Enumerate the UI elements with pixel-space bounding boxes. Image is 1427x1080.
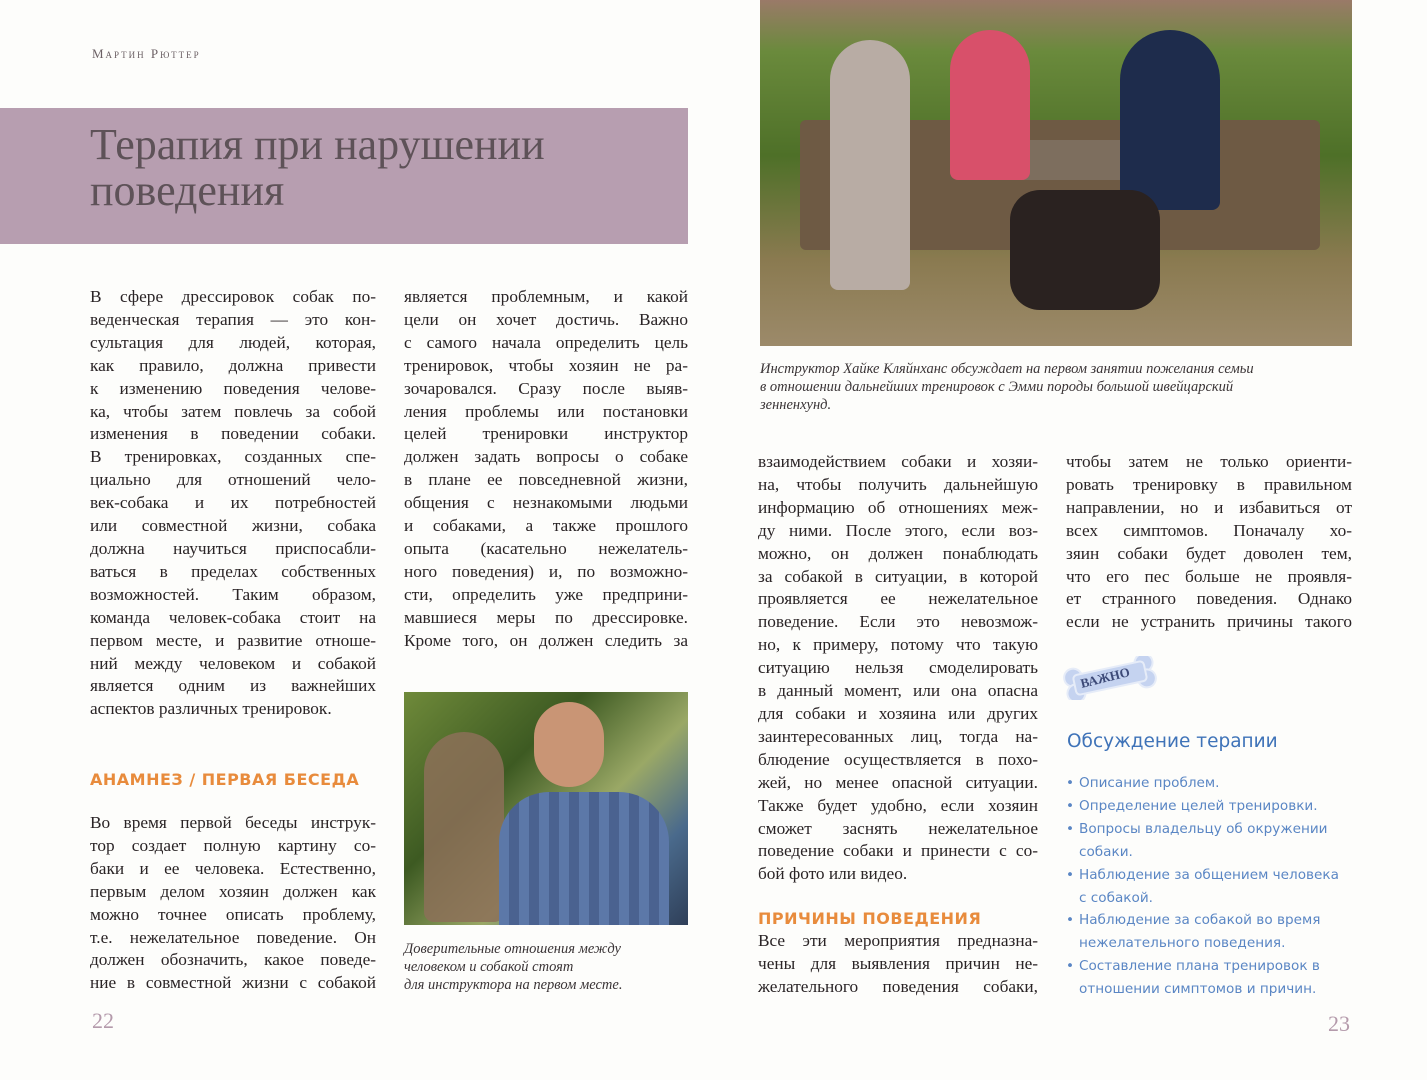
text-line: возможностей. Таким образом, (90, 584, 376, 604)
text-line: в данный момент, или она опасна (758, 681, 1038, 701)
text-line: к изменению поведения челове- (90, 378, 376, 398)
text-line: тренировок, чтобы хозяин не ра- (404, 355, 688, 375)
list-item: • Наблюдение за собакой во время нежелательного поведения. (1066, 909, 1324, 955)
text-line: должен задать вопросы о собаке (404, 447, 688, 467)
text-line: ние в совместной жизни с собакой (90, 973, 376, 993)
chapter-title-line: Терапия при нарушении (90, 120, 545, 169)
text-line: за собакой в ситуации, в которой (758, 566, 1038, 586)
text-line: должен обозначить, какое поведе- (90, 950, 376, 970)
photo-small-caption (404, 940, 694, 994)
text-line: чтобы затем не только ориенти- (1066, 452, 1352, 471)
text-line: можно точнее описать проблему, (90, 904, 376, 924)
text-line: взаимодействием собаки и хозяи- (758, 452, 1038, 471)
running-header-author: Мартин Рюттер (92, 46, 201, 61)
subheading-causes: ПРИЧИНЫ ПОВЕДЕНИЯ (758, 909, 982, 928)
text-line: ду ними. После этого, если воз- (758, 520, 1038, 540)
text-line: ваться в пределах собственных (90, 561, 376, 581)
text-line: ления проблемы или постановки (404, 401, 688, 421)
chapter-title (90, 122, 545, 214)
text-line: является одним из важнейших (90, 676, 376, 696)
caption-line: человеком и собакой стоят (404, 959, 574, 975)
body-column-3b (758, 930, 1038, 999)
text-line: ровать тренировку в правильном (1066, 474, 1352, 494)
page-number-right: 23 (1328, 1011, 1350, 1036)
text-line: на, чтобы получить дальнейшую (758, 474, 1038, 494)
text-line: должна научиться приспосабли- (90, 538, 376, 558)
text-line: Кроме того, он должен следить за (404, 630, 688, 650)
text-line: сультация для людей, которая, (90, 332, 376, 352)
text-line: является проблемным, и какой (404, 287, 688, 306)
body-column-1b (90, 812, 376, 995)
photo-man-with-dog (404, 692, 688, 925)
list-item: • Наблюдение за общением человека с собакой. (1066, 864, 1339, 910)
text-line: изменения в поведении собаки. (90, 424, 376, 444)
important-box-list (1066, 772, 1339, 1001)
text-line: Также будет удобно, если хозяин (758, 795, 1038, 815)
text-line: В тренировках, созданных спе- (90, 447, 376, 467)
text-line: веденческая терапия — это кон- (90, 309, 376, 329)
text-line: или совместной жизни, собака (90, 516, 376, 536)
text-line: век-собака и их потребностей (90, 493, 376, 513)
text-line: и собаками, а также прошлого (404, 516, 688, 536)
text-line: Все эти мероприятия предназна- (758, 931, 1038, 950)
text-line: чены для выявления причин не- (758, 953, 1038, 973)
text-line: первом месте, и развитие отноше- (90, 630, 376, 650)
text-line: но, к примеру, потому что такую (758, 635, 1038, 655)
text-line: сможет заснять нежелательное (758, 818, 1038, 838)
text-line: всех симптомов. Поначалу хо- (1066, 520, 1352, 540)
text-line: мавшиеся меры по дрессировке. (404, 607, 688, 627)
page-number-left: 22 (92, 1008, 114, 1033)
text-line: циально для отношений чело- (90, 470, 376, 490)
text-line: общения с незнакомыми людьми (404, 493, 688, 513)
caption-line: для инструктора на первом месте. (404, 977, 623, 993)
text-line: информацию об отношениях меж- (758, 497, 1038, 517)
text-line: т.е. нежелательное поведение. Он (90, 927, 376, 947)
caption-line: Доверительные отношения между (404, 941, 621, 957)
text-line: можно, он должен понаблюдать (758, 543, 1038, 563)
text-line: ний между человеком и собакой (90, 653, 376, 673)
text-line: В сфере дрессировок собак по- (90, 287, 376, 306)
text-line: как правило, должна привести (90, 355, 376, 375)
text-line: баки и ее человека. Естественно, (90, 858, 376, 878)
text-line: целей тренировки инструктор (404, 424, 688, 444)
body-column-2 (404, 286, 688, 653)
body-column-4 (1066, 451, 1352, 634)
text-line: команда человек-собака стоит на (90, 607, 376, 627)
text-line: цели он хочет достичь. Важно (404, 309, 688, 329)
text-line: проявляется ее нежелательное (758, 589, 1038, 609)
text-line: если не устранить причины такого (1066, 612, 1352, 632)
important-box-title: Обсуждение терапии (1067, 731, 1278, 752)
text-line: ка, чтобы затем повлечь за собой (90, 401, 376, 421)
text-line: зяин собаки будет доволен тем, (1066, 543, 1352, 563)
list-item: • Описание проблем. (1066, 772, 1339, 795)
text-line: ситуацию нельзя смоделировать (758, 658, 1038, 678)
photo-family-at-table (760, 0, 1352, 346)
text-line: в плане ее повседневной жизни, (404, 470, 688, 490)
list-item: • Вопросы владельцу об окружении собаки. (1066, 818, 1329, 864)
text-line: ного поведения) и, по возможно- (404, 561, 688, 581)
text-line: для собаки и хозяина или других (758, 703, 1038, 723)
caption-line: Инструктор Хайке Кляйнханс обсуждает на первом занятии пожелания семьи (760, 361, 1254, 377)
chapter-title-line: поведения (90, 166, 285, 215)
text-line: заинтересованных лиц, тогда на- (758, 726, 1038, 746)
text-line: аспектов различных тренировок. (90, 699, 332, 719)
photo-top-caption (760, 360, 1360, 414)
text-line: бой фото или видео. (758, 864, 908, 884)
text-line: поведение собаки и принести с со- (758, 841, 1038, 861)
text-line: блюдение осуществляется в похо- (758, 749, 1038, 769)
text-line: с самого начала определить цель (404, 332, 688, 352)
list-item: • Определение целей тренировки. (1066, 795, 1339, 818)
text-line: поведение. Если это невозмож- (758, 612, 1038, 632)
text-line: Во время первой беседы инструк- (90, 813, 376, 832)
subheading-anamnesis: АНАМНЕЗ / ПЕРВАЯ БЕСЕДА (90, 770, 360, 789)
list-item: • Составление плана тренировок в отношении симптомов и причин. (1066, 955, 1329, 1001)
caption-line: в отношении дальнейших тренировок с Эмми породы большой швейцарский (760, 379, 1234, 395)
text-line: желательного поведения собаки, (758, 976, 1038, 996)
text-line: тор создает полную картину со- (90, 835, 376, 855)
important-badge-label: ВАЖНО (1078, 664, 1132, 691)
text-line: первым делом хозяин должен как (90, 881, 376, 901)
caption-line: зенненхунд. (760, 397, 832, 413)
text-line: сти, определить уже предприни- (404, 584, 688, 604)
text-line: жей, но менее опасной ситуации. (758, 772, 1038, 792)
text-line: что его пес больше не проявля- (1066, 566, 1352, 586)
body-column-3 (758, 451, 1038, 886)
text-line: опыта (касательно нежелатель- (404, 538, 688, 558)
text-line: направлении, но и избавиться от (1066, 497, 1352, 517)
text-line: зочаровался. Сразу после выяв- (404, 378, 688, 398)
body-column-1 (90, 286, 376, 721)
text-line: ет странного поведения. Однако (1066, 589, 1352, 609)
